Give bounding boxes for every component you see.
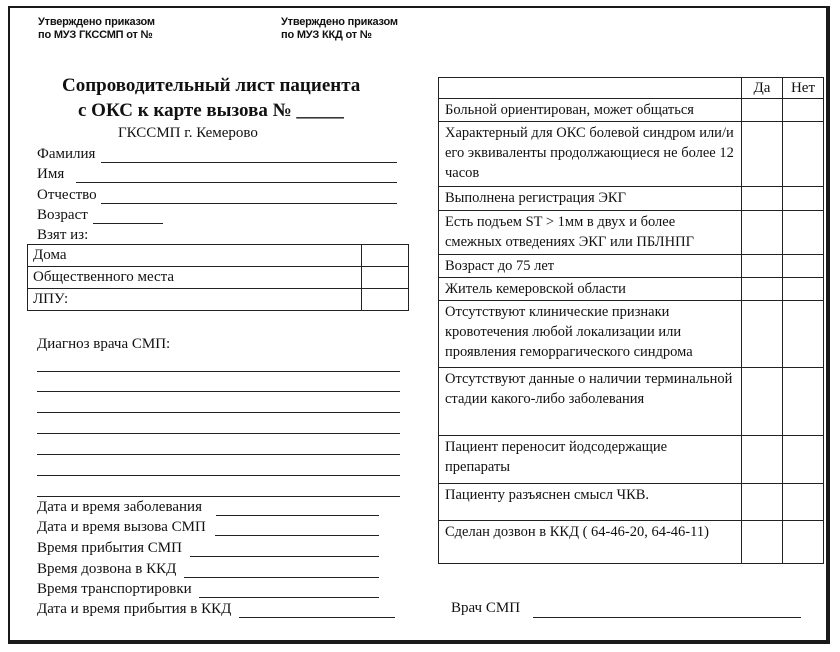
checklist-row	[439, 521, 824, 564]
approval-right-line: Утверждено приказом	[281, 16, 398, 28]
call-datetime-field[interactable]	[215, 535, 379, 536]
taken-from-mark-cell[interactable]	[362, 267, 409, 289]
approval-left-line: Утверждено приказом	[38, 16, 155, 28]
name-label: Имя	[37, 166, 65, 182]
arrival-time-field[interactable]	[190, 556, 379, 557]
checklist-criterion: Больной ориентирован, может общаться	[439, 99, 742, 122]
diagnosis-line[interactable]	[37, 454, 400, 455]
doctor-signature-field[interactable]	[533, 617, 801, 618]
no-checkbox[interactable]	[783, 122, 824, 187]
kkd-call-time-label: Время дозвона в ККД	[37, 561, 177, 577]
yes-checkbox[interactable]	[742, 521, 783, 564]
taken-from-option: Общественного места	[28, 267, 362, 289]
checklist-row	[439, 301, 824, 368]
yes-checkbox[interactable]	[742, 211, 783, 255]
yes-checkbox[interactable]	[742, 368, 783, 436]
yes-header: Да	[742, 78, 783, 99]
onset-datetime-field[interactable]	[216, 515, 379, 516]
approval-left	[38, 16, 155, 42]
checklist-criterion: Пациенту разъяснен смысл ЧКВ.	[439, 484, 742, 521]
checklist-row	[439, 122, 824, 187]
yes-checkbox[interactable]	[742, 99, 783, 122]
approval-left-line: по МУЗ ГКССМП от №	[38, 29, 153, 41]
name-field[interactable]	[76, 182, 397, 183]
diagnosis-line[interactable]	[37, 433, 400, 434]
organization: ГКССМП г. Кемерово	[118, 125, 258, 141]
taken-from-table	[27, 244, 409, 311]
transport-time-field[interactable]	[199, 597, 379, 598]
form-title: Сопроводительный лист пациента	[62, 75, 361, 96]
taken-from-label: Взят из:	[37, 227, 89, 243]
diagnosis-line[interactable]	[37, 412, 400, 413]
checklist-criterion: Сделан дозвон в ККД ( 64-46-20, 64-46-11)	[439, 521, 742, 564]
no-checkbox[interactable]	[783, 368, 824, 436]
checklist-criterion: Есть подъем ST > 1мм в двух и более смежных отведениях ЭКГ или ПБЛНПГ	[439, 211, 742, 255]
no-checkbox[interactable]	[783, 255, 824, 278]
checklist-row	[439, 187, 824, 211]
surname-label: Фамилия	[37, 146, 96, 162]
taken-from-option: ЛПУ:	[28, 289, 362, 311]
yes-checkbox[interactable]	[742, 122, 783, 187]
no-checkbox[interactable]	[783, 211, 824, 255]
checklist-row	[439, 211, 824, 255]
checklist-criterion: Отсутствуют клинические признаки кровотечения любой локализации или проявления геморрагического синдрома	[439, 301, 742, 368]
checklist-criterion: Характерный для ОКС болевой синдром или/и его эквиваленты продолжающиеся не более 12 часов	[439, 122, 742, 187]
taken-from-option: Дома	[28, 245, 362, 267]
checklist-row	[439, 368, 824, 436]
kkd-arrival-datetime-label: Дата и время прибытия в ККД	[37, 601, 232, 617]
checklist-criterion: Возраст до 75 лет	[439, 255, 742, 278]
checklist-header-empty	[439, 78, 742, 99]
yes-checkbox[interactable]	[742, 278, 783, 301]
no-checkbox[interactable]	[783, 278, 824, 301]
checklist-criterion: Житель кемеровской области	[439, 278, 742, 301]
age-field[interactable]	[93, 223, 163, 224]
yes-checkbox[interactable]	[742, 255, 783, 278]
kkd-arrival-datetime-field[interactable]	[239, 617, 395, 618]
taken-from-row	[28, 245, 409, 267]
age-label: Возраст	[37, 207, 88, 223]
no-checkbox[interactable]	[783, 301, 824, 368]
transport-time-label: Время транспортировки	[37, 581, 192, 597]
taken-from-row	[28, 289, 409, 311]
diagnosis-line[interactable]	[37, 371, 400, 372]
no-header: Нет	[783, 78, 824, 99]
diagnosis-line[interactable]	[37, 475, 400, 476]
checklist-row	[439, 278, 824, 301]
yes-checkbox[interactable]	[742, 484, 783, 521]
checklist-row	[439, 484, 824, 521]
checklist-criterion: Пациент переносит йодсодержащие препараты	[439, 436, 742, 484]
yes-checkbox[interactable]	[742, 436, 783, 484]
yes-checkbox[interactable]	[742, 187, 783, 211]
no-checkbox[interactable]	[783, 187, 824, 211]
call-datetime-label: Дата и время вызова СМП	[37, 519, 206, 535]
taken-from-row	[28, 267, 409, 289]
checklist-row	[439, 99, 824, 122]
yes-checkbox[interactable]	[742, 301, 783, 368]
diagnosis-label: Диагноз врача СМП:	[37, 336, 171, 352]
no-checkbox[interactable]	[783, 436, 824, 484]
taken-from-mark-cell[interactable]	[362, 289, 409, 311]
checklist-criterion: Отсутствуют данные о наличии терминальной стадии какого-либо заболевания	[439, 368, 742, 436]
kkd-call-time-field[interactable]	[184, 577, 379, 578]
approval-right	[281, 16, 398, 42]
checklist-row	[439, 255, 824, 278]
surname-field[interactable]	[101, 162, 397, 163]
checklist-criterion: Выполнена регистрация ЭКГ	[439, 187, 742, 211]
arrival-time-label: Время прибытия СМП	[37, 540, 182, 556]
diagnosis-line[interactable]	[37, 496, 400, 497]
checklist-table	[438, 77, 824, 564]
doctor-label: Врач СМП	[451, 600, 521, 616]
checklist-header	[439, 78, 824, 99]
no-checkbox[interactable]	[783, 99, 824, 122]
patronymic-label: Отчество	[37, 187, 97, 203]
diagnosis-line[interactable]	[37, 391, 400, 392]
patronymic-field[interactable]	[101, 203, 397, 204]
approval-right-line: по МУЗ ККД от №	[281, 29, 372, 41]
onset-datetime-label: Дата и время заболевания	[37, 499, 202, 515]
no-checkbox[interactable]	[783, 521, 824, 564]
no-checkbox[interactable]	[783, 484, 824, 521]
checklist-row	[439, 436, 824, 484]
form-title-call-number: с ОКС к карте вызова № _____	[78, 100, 344, 121]
taken-from-mark-cell[interactable]	[362, 245, 409, 267]
